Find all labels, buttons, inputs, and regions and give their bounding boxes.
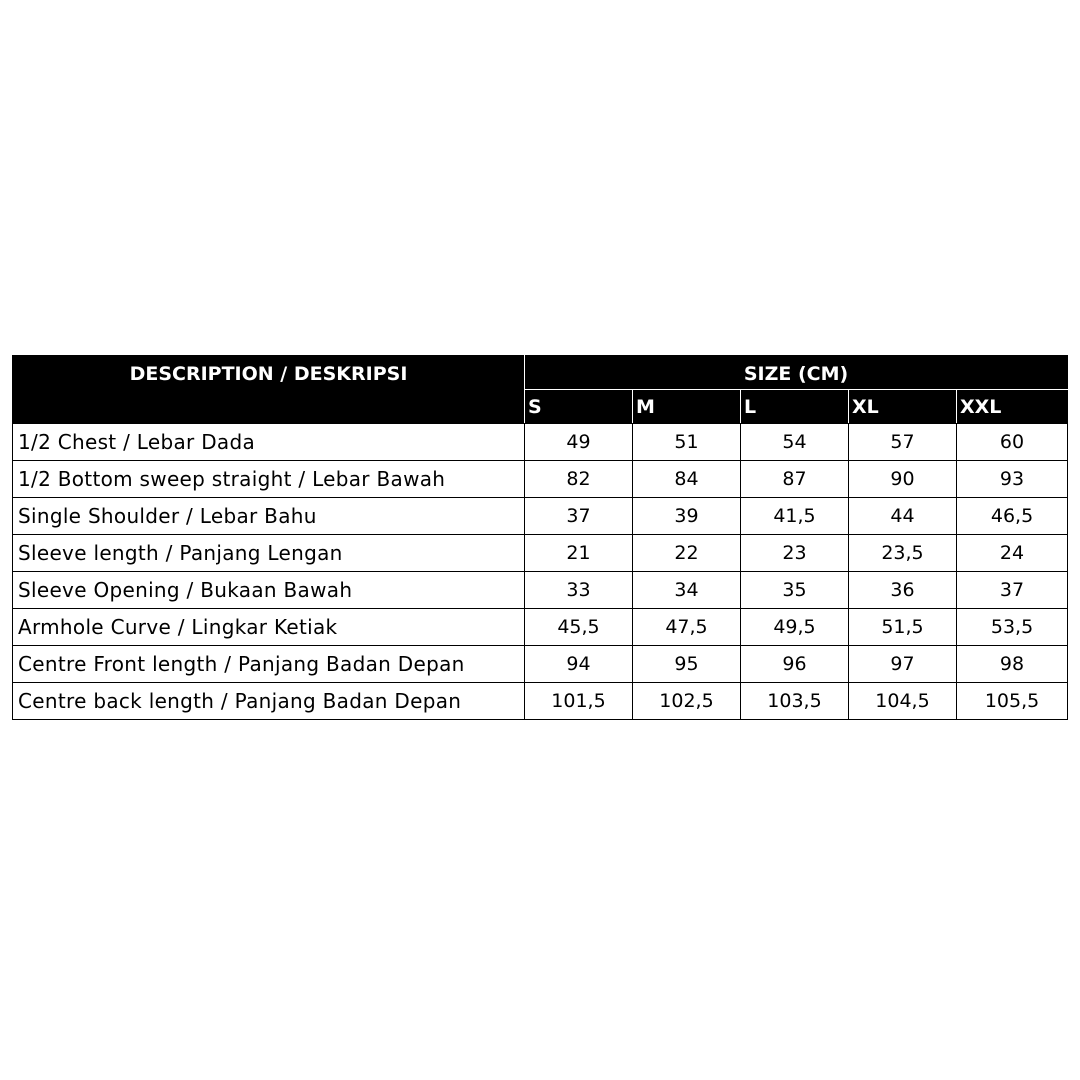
value-cell: 104,5 — [849, 683, 957, 720]
size-chart-table — [12, 355, 1068, 720]
table-row — [13, 461, 1068, 498]
value-cell: 22 — [633, 535, 741, 572]
value-cell: 54 — [741, 424, 849, 461]
value-cell: 49,5 — [741, 609, 849, 646]
value-cell: 103,5 — [741, 683, 849, 720]
value-cell: 34 — [633, 572, 741, 609]
table-row — [13, 572, 1068, 609]
value-cell: 97 — [849, 646, 957, 683]
value-cell: 33 — [525, 572, 633, 609]
header-row-top — [13, 356, 1068, 390]
value-cell: 37 — [957, 572, 1068, 609]
value-cell: 84 — [633, 461, 741, 498]
row-label: Centre Front length / Panjang Badan Depan — [13, 646, 525, 683]
value-cell: 41,5 — [741, 498, 849, 535]
size-col-xxl: XXL — [957, 390, 1068, 424]
value-cell: 24 — [957, 535, 1068, 572]
value-cell: 94 — [525, 646, 633, 683]
table-body — [13, 424, 1068, 720]
description-header: DESCRIPTION / DESKRIPSI — [13, 356, 525, 424]
value-cell: 101,5 — [525, 683, 633, 720]
size-col-m: M — [633, 390, 741, 424]
size-col-s: S — [525, 390, 633, 424]
size-col-xl: XL — [849, 390, 957, 424]
value-cell: 57 — [849, 424, 957, 461]
value-cell: 82 — [525, 461, 633, 498]
table-row — [13, 683, 1068, 720]
row-label: 1/2 Chest / Lebar Dada — [13, 424, 525, 461]
table-row — [13, 609, 1068, 646]
row-label: Sleeve Opening / Bukaan Bawah — [13, 572, 525, 609]
value-cell: 45,5 — [525, 609, 633, 646]
table-row — [13, 424, 1068, 461]
row-label: 1/2 Bottom sweep straight / Lebar Bawah — [13, 461, 525, 498]
value-cell: 93 — [957, 461, 1068, 498]
value-cell: 51,5 — [849, 609, 957, 646]
table-header — [13, 356, 1068, 424]
value-cell: 36 — [849, 572, 957, 609]
value-cell: 98 — [957, 646, 1068, 683]
table-row — [13, 498, 1068, 535]
row-label: Single Shoulder / Lebar Bahu — [13, 498, 525, 535]
size-col-l: L — [741, 390, 849, 424]
value-cell: 23,5 — [849, 535, 957, 572]
value-cell: 105,5 — [957, 683, 1068, 720]
value-cell: 35 — [741, 572, 849, 609]
value-cell: 46,5 — [957, 498, 1068, 535]
value-cell: 95 — [633, 646, 741, 683]
value-cell: 39 — [633, 498, 741, 535]
value-cell: 23 — [741, 535, 849, 572]
value-cell: 87 — [741, 461, 849, 498]
value-cell: 90 — [849, 461, 957, 498]
value-cell: 37 — [525, 498, 633, 535]
value-cell: 21 — [525, 535, 633, 572]
value-cell: 49 — [525, 424, 633, 461]
table-row — [13, 646, 1068, 683]
value-cell: 47,5 — [633, 609, 741, 646]
row-label: Armhole Curve / Lingkar Ketiak — [13, 609, 525, 646]
value-cell: 102,5 — [633, 683, 741, 720]
table-row — [13, 535, 1068, 572]
value-cell: 44 — [849, 498, 957, 535]
row-label: Centre back length / Panjang Badan Depan — [13, 683, 525, 720]
value-cell: 51 — [633, 424, 741, 461]
row-label: Sleeve length / Panjang Lengan — [13, 535, 525, 572]
size-header: SIZE (CM) — [525, 356, 1068, 390]
value-cell: 60 — [957, 424, 1068, 461]
value-cell: 96 — [741, 646, 849, 683]
value-cell: 53,5 — [957, 609, 1068, 646]
